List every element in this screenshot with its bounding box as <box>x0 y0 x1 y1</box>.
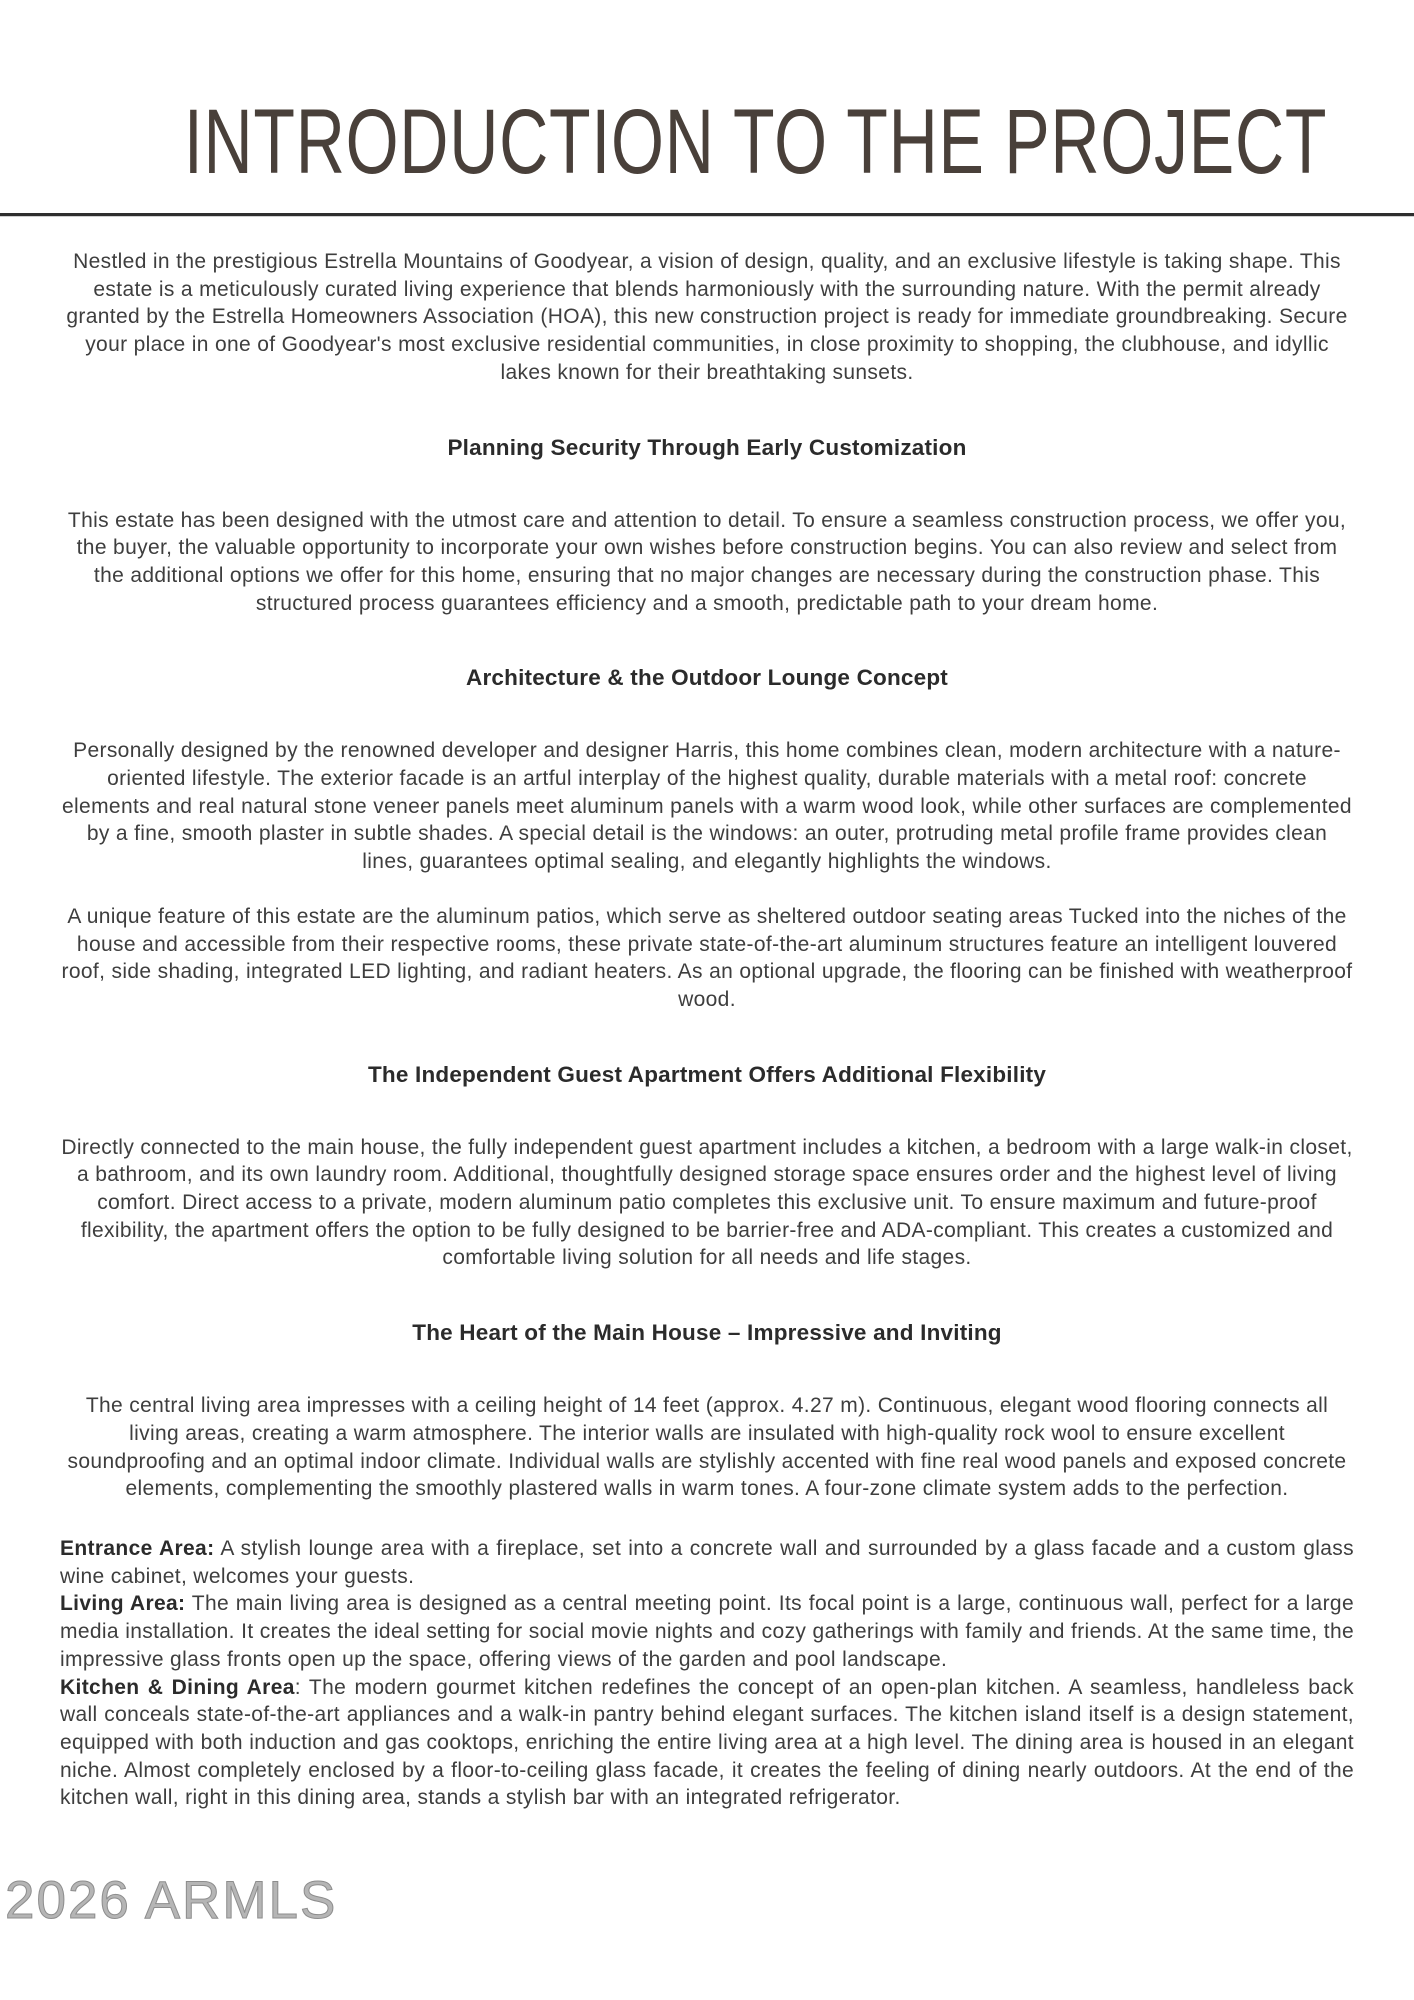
section-paragraph: Personally designed by the renowned developer and designer Harris, this home combines clean, modern architecture with a nature-oriented lifestyle. The exterior facade is an artful interplay of the highest quality, durable materials with a metal roof: concrete elements and real natural stone veneer panels meet aluminum panels with a warm wood look, while other surfaces are complemented by a fine, smooth plaster in subtle shades. A special detail is the windows: an outer, protruding metal profile frame provides clean lines, guarantees optimal sealing, and elegantly highlights the windows. <box>62 739 1352 874</box>
section-paragraph: Directly connected to the main house, the fully independent guest apartment includes a kitchen, a bedroom with a large walk-in closet, a bathroom, and its own laundry room. Additional, thoughtfully designed storage space ensures order and the highest level of living comfort. Direct access to a private, modern aluminum patio completes this exclusive unit. To ensure maximum and future-proof flexibility, the apartment offers the option to be fully designed to be barrier-free and ADA-compliant. This creates a customized and comfortable living solution for all needs and life stages. <box>61 1135 1353 1270</box>
area-label-kitchen-dining: Kitchen & Dining Area <box>60 1675 295 1699</box>
area-text: : The modern gourmet kitchen redefines the concept of an open-plan kitchen. A seamless, handleless back wall conceals state-of-the-art appliances and a walk-in pantry behind elegant surfaces. The kitchen island itself is a design statement, equipped with both induction and gas cooktops, enriching the entire living area at a high level. The dining area is housed in an elegant niche. Almost completely enclosed by a floor-to-ceiling glass facade, it creates the feeling of dining nearly outdoors. At the end of the kitchen wall, right in this dining area, stands a stylish bar with an integrated refrigerator. <box>60 1675 1355 1810</box>
area-label-entrance: Entrance Area: <box>60 1536 215 1560</box>
area-text: A stylish lounge area with a fireplace, set into a concrete wall and surrounded by a glass facade and a custom glass wine cabinet, welcomes your guests. <box>60 1536 1354 1588</box>
area-label-living: Living Area: <box>60 1592 186 1616</box>
section-paragraph: This estate has been designed with the utmost care and attention to detail. To ensure a seamless construction process, we offer you, the buyer, the valuable opportunity to incorporate your own wishes before construction begins. You can also review and select from the additional options we offer for this home, ensuring that no major changes are necessary during the construction phase. This structured process guarantees efficiency and a smooth, predictable path to your dream home. <box>67 508 1347 615</box>
document-body <box>60 248 1354 1812</box>
page-title: INTRODUCTION TO THE PROJECT <box>183 91 1328 193</box>
intro-paragraph: Nestled in the prestigious Estrella Mountains of Goodyear, a vision of design, quality, and an exclusive lifestyle is taking shape. This estate is a meticulously curated living experience that blends harmoniously with the surrounding nature. With the permit already granted by the Estrella Homeowners Association (HOA), this new construction project is ready for immediate groundbreaking. Secure your place in one of Goodyear's most exclusive residential communities, in close proximity to shopping, the clubhouse, and idyllic lakes known for their breathtaking sunsets. <box>66 250 1348 384</box>
area-paragraph-kitchen-dining <box>60 1674 1354 1813</box>
title-divider <box>0 213 1414 217</box>
section-paragraph: A unique feature of this estate are the aluminum patios, which serve as sheltered outdoor seating areas Tucked into the niches of the house and accessible from their respective rooms, these private state-of-the-art aluminum structures feature an intelligent louvered roof, side shading, integrated LED lighting, and radiant heaters. As an optional upgrade, the flooring can be finished with weatherproof wood. <box>61 904 1353 1011</box>
area-paragraph-entrance <box>60 1535 1354 1590</box>
area-paragraph-living <box>60 1590 1354 1673</box>
section-heading-architecture-outdoor-lounge: Architecture & the Outdoor Lounge Concept <box>466 665 948 691</box>
section-heading-guest-apartment: The Independent Guest Apartment Offers Additional Flexibility <box>367 1061 1047 1087</box>
area-text: The main living area is designed as a central meeting point. Its focal point is a large, continuous wall, perfect for a large media installation. It creates the ideal setting for social movie nights and cozy gatherings with family and friends. At the same time, the impressive glass fronts open up the space, offering views of the garden and pool landscape. <box>60 1592 1354 1671</box>
section-heading-planning-security: Planning Security Through Early Customization <box>447 434 967 460</box>
armls-watermark: 2026 ARMLS <box>5 1871 338 1930</box>
section-paragraph: The central living area impresses with a ceiling height of 14 feet (approx. 4.27 m). Continuous, elegant wood flooring connects all living areas, creating a warm atmosphere. The interior walls are insulated with high-quality rock wool to ensure excellent soundproofing and an optimal indoor climate. Individual walls are stylishly accented with fine real wood panels and exposed concrete elements, complementing the smoothly plastered walls in warm tones. A four-zone climate system adds to the perfection. <box>67 1394 1347 1501</box>
area-descriptions <box>60 1535 1354 1812</box>
section-heading-heart-of-main-house: The Heart of the Main House – Impressive and Inviting <box>412 1320 1002 1346</box>
